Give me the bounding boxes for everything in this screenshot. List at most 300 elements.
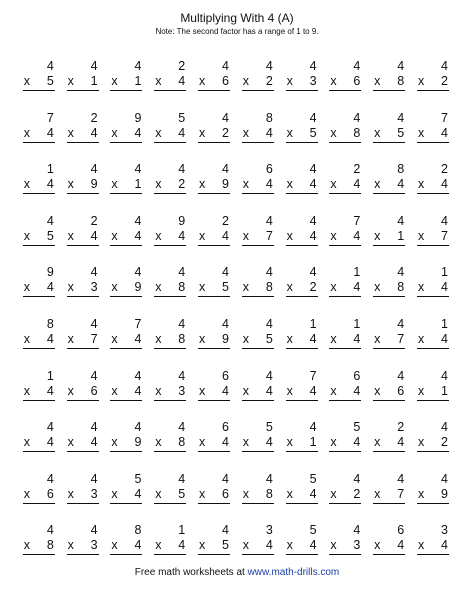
top-factor: 2: [178, 59, 186, 73]
bottom-factor: 4: [46, 383, 54, 398]
problem: [62, 111, 106, 163]
top-factor: 4: [134, 162, 142, 177]
top-factor: 4: [134, 420, 142, 435]
answer-line: [110, 451, 142, 452]
bottom-factor: 3: [178, 383, 186, 398]
multiply-sign: x: [417, 538, 425, 553]
answer-line: [23, 193, 55, 194]
answer-line: [373, 193, 405, 194]
bottom-factor: 4: [397, 538, 405, 553]
top-factor: 4: [353, 471, 361, 486]
bottom-factor: 3: [309, 74, 317, 88]
multiply-sign: x: [67, 538, 74, 553]
multiply-sign: x: [242, 331, 250, 346]
bottom-row: [374, 177, 404, 191]
multiply-sign: x: [155, 177, 162, 192]
problem: [106, 214, 150, 266]
bottom-factor: 7: [265, 228, 273, 243]
top-factor: 1: [46, 368, 54, 383]
answer-line: [417, 400, 449, 401]
bottom-row: [374, 538, 404, 552]
bottom-row: [287, 177, 317, 191]
bottom-factor: 4: [265, 538, 273, 553]
top-factor: 4: [397, 213, 405, 228]
problem: [149, 420, 193, 472]
bottom-factor: 8: [265, 486, 273, 501]
bottom-factor: 2: [265, 74, 273, 88]
top-factor: 4: [178, 420, 186, 435]
multiply-sign: x: [417, 435, 425, 450]
bottom-factor: 8: [265, 280, 273, 295]
bottom-row: [199, 332, 229, 346]
problem: [412, 472, 456, 524]
bottom-row: [243, 332, 273, 346]
multiply-sign: x: [198, 280, 206, 295]
multiply-sign: x: [155, 280, 162, 295]
problem: [193, 59, 237, 111]
answer-line: [329, 451, 361, 452]
bottom-row: [287, 229, 317, 243]
multiply-sign: x: [242, 228, 250, 243]
bottom-row: [243, 435, 273, 449]
answer-line: [286, 90, 318, 91]
top-factor: 9: [178, 213, 186, 228]
top-factor: 1: [178, 523, 186, 538]
top-factor: 1: [46, 162, 54, 177]
multiply-sign: x: [111, 177, 118, 192]
top-factor: 4: [134, 213, 142, 228]
bottom-factor: 7: [397, 331, 405, 346]
multiply-sign: x: [155, 538, 162, 553]
bottom-factor: 8: [178, 435, 186, 450]
top-factor: 6: [222, 368, 229, 383]
top-factor: 2: [90, 110, 98, 125]
problem: [18, 265, 62, 317]
bottom-factor: 2: [353, 486, 361, 501]
bottom-row: [68, 384, 98, 398]
top-factor: 4: [397, 265, 405, 280]
bottom-row: [155, 74, 185, 88]
problem: [325, 111, 369, 163]
bottom-factor: 4: [134, 125, 142, 140]
top-factor: 2: [353, 162, 361, 177]
problem: [18, 420, 62, 472]
multiply-sign: x: [23, 74, 31, 88]
multiply-sign: x: [374, 177, 381, 192]
bottom-factor: 4: [46, 125, 54, 140]
top-factor: 7: [353, 213, 361, 228]
bottom-factor: 4: [178, 538, 186, 553]
problem: [106, 265, 150, 317]
multiply-sign: x: [23, 435, 31, 450]
top-factor: 4: [90, 265, 98, 280]
bottom-row: [199, 435, 229, 449]
multiply-sign: x: [111, 538, 118, 553]
bottom-row: [111, 435, 141, 449]
top-factor: 6: [222, 420, 229, 435]
top-factor: 4: [90, 420, 98, 435]
multiply-sign: x: [330, 383, 337, 398]
multiply-sign: x: [286, 486, 293, 501]
top-factor: 4: [90, 368, 98, 383]
top-factor: 2: [397, 420, 405, 435]
bottom-row: [155, 538, 185, 552]
answer-line: [23, 296, 55, 297]
bottom-row: [24, 487, 54, 501]
answer-line: [286, 400, 318, 401]
problem: [237, 111, 281, 163]
answer-line: [286, 142, 318, 143]
problem: [325, 162, 369, 214]
multiply-sign: x: [111, 280, 118, 295]
problem: [368, 317, 412, 369]
bottom-factor: 4: [309, 177, 317, 192]
multiply-sign: x: [67, 435, 74, 450]
multiply-sign: x: [23, 538, 31, 553]
bottom-row: [418, 435, 448, 449]
bottom-row: [68, 487, 98, 501]
bottom-row: [199, 74, 229, 88]
bottom-row: [111, 332, 141, 346]
multiply-sign: x: [330, 125, 337, 140]
answer-line: [23, 348, 55, 349]
answer-line: [154, 193, 186, 194]
answer-line: [242, 400, 274, 401]
multiply-sign: x: [67, 383, 74, 398]
problem: [106, 317, 150, 369]
top-factor: 4: [222, 162, 229, 177]
bottom-factor: 7: [441, 228, 448, 243]
bottom-row: [287, 435, 317, 449]
bottom-row: [330, 538, 360, 552]
problem: [368, 369, 412, 421]
answer-line: [110, 296, 142, 297]
answer-line: [242, 348, 274, 349]
multiply-sign: x: [374, 74, 381, 88]
multiply-sign: x: [330, 280, 337, 295]
answer-line: [198, 296, 230, 297]
top-factor: 7: [441, 110, 448, 125]
bottom-factor: 9: [441, 486, 448, 501]
bottom-row: [418, 177, 448, 191]
problem: [281, 472, 325, 524]
top-factor: 2: [441, 162, 448, 177]
problem: [368, 59, 412, 111]
bottom-factor: 4: [441, 280, 448, 295]
problem: [281, 420, 325, 472]
top-factor: 4: [265, 59, 273, 73]
bottom-row: [68, 74, 98, 88]
problem: [149, 317, 193, 369]
multiply-sign: x: [198, 74, 206, 88]
multiply-sign: x: [111, 125, 118, 140]
multiply-sign: x: [198, 383, 206, 398]
bottom-row: [330, 332, 360, 346]
bottom-row: [155, 487, 185, 501]
bottom-factor: 4: [441, 331, 448, 346]
problem: [18, 472, 62, 524]
problem: [106, 420, 150, 472]
multiply-sign: x: [286, 435, 293, 450]
problem: [281, 59, 325, 111]
bottom-row: [24, 435, 54, 449]
answer-line: [198, 451, 230, 452]
multiply-sign: x: [242, 125, 250, 140]
problem: [325, 420, 369, 472]
bottom-factor: 4: [397, 177, 405, 192]
problem: [237, 59, 281, 111]
answer-line: [373, 142, 405, 143]
answer-line: [198, 554, 230, 555]
bottom-factor: 5: [46, 228, 54, 243]
bottom-factor: 9: [134, 280, 142, 295]
multiply-sign: x: [330, 177, 337, 192]
bottom-factor: 4: [441, 125, 448, 140]
top-factor: 7: [309, 368, 317, 383]
bottom-factor: 4: [265, 125, 273, 140]
answer-line: [329, 245, 361, 246]
problem: [193, 472, 237, 524]
answer-line: [110, 245, 142, 246]
answer-line: [286, 296, 318, 297]
bottom-factor: 5: [309, 125, 317, 140]
bottom-factor: 7: [397, 486, 405, 501]
problem: [237, 317, 281, 369]
problem: [325, 214, 369, 266]
bottom-factor: 1: [134, 177, 142, 192]
bottom-row: [418, 332, 448, 346]
bottom-row: [111, 74, 141, 88]
multiply-sign: x: [111, 435, 118, 450]
top-factor: 4: [309, 265, 317, 280]
multiply-sign: x: [67, 331, 74, 346]
top-factor: 6: [265, 162, 273, 177]
problem: [193, 265, 237, 317]
top-factor: 4: [309, 162, 317, 177]
top-factor: 4: [441, 59, 448, 73]
answer-line: [67, 90, 99, 91]
multiply-sign: x: [286, 383, 293, 398]
top-factor: 4: [134, 265, 142, 280]
multiply-sign: x: [374, 486, 381, 501]
bottom-row: [199, 126, 229, 140]
answer-line: [329, 400, 361, 401]
answer-line: [242, 503, 274, 504]
answer-line: [242, 245, 274, 246]
bottom-factor: 4: [90, 435, 98, 450]
bottom-factor: 8: [178, 280, 186, 295]
bottom-factor: 3: [90, 280, 98, 295]
answer-line: [329, 554, 361, 555]
bottom-factor: 1: [309, 435, 317, 450]
bottom-factor: 2: [441, 435, 448, 450]
top-factor: 4: [134, 59, 142, 73]
multiply-sign: x: [242, 383, 250, 398]
top-factor: 3: [441, 523, 448, 538]
answer-line: [286, 193, 318, 194]
multiply-sign: x: [417, 280, 425, 295]
bottom-row: [418, 74, 448, 88]
answer-line: [67, 296, 99, 297]
bottom-row: [24, 74, 54, 88]
bottom-row: [24, 280, 54, 294]
answer-line: [417, 142, 449, 143]
bottom-row: [111, 487, 141, 501]
problem: [62, 472, 106, 524]
problem: [237, 420, 281, 472]
problem: [412, 265, 456, 317]
multiply-sign: x: [330, 228, 337, 243]
bottom-factor: 3: [353, 538, 361, 553]
bottom-factor: 4: [353, 331, 361, 346]
problem: [149, 265, 193, 317]
answer-line: [373, 400, 405, 401]
bottom-row: [243, 487, 273, 501]
bottom-row: [374, 487, 404, 501]
multiply-sign: x: [374, 280, 381, 295]
answer-line: [417, 296, 449, 297]
multiply-sign: x: [417, 331, 425, 346]
answer-line: [67, 142, 99, 143]
answer-line: [67, 554, 99, 555]
bottom-factor: 4: [46, 177, 54, 192]
bottom-row: [374, 126, 404, 140]
problem: [62, 369, 106, 421]
bottom-row: [243, 384, 273, 398]
bottom-factor: 4: [134, 486, 142, 501]
multiply-sign: x: [286, 74, 293, 88]
bottom-factor: 5: [178, 486, 186, 501]
problem: [193, 369, 237, 421]
bottom-factor: 6: [222, 486, 229, 501]
bottom-row: [374, 384, 404, 398]
problem: [18, 59, 62, 111]
multiply-sign: x: [155, 435, 162, 450]
problem: [412, 162, 456, 214]
answer-line: [286, 503, 318, 504]
bottom-factor: 6: [46, 486, 54, 501]
bottom-factor: 4: [90, 125, 98, 140]
problem: [368, 162, 412, 214]
bottom-factor: 4: [265, 177, 273, 192]
top-factor: 4: [441, 368, 448, 383]
multiply-sign: x: [23, 125, 31, 140]
multiply-sign: x: [374, 435, 381, 450]
bottom-factor: 4: [309, 538, 317, 553]
bottom-row: [287, 538, 317, 552]
bottom-factor: 8: [178, 331, 186, 346]
bottom-factor: 4: [134, 331, 142, 346]
bottom-factor: 4: [353, 435, 361, 450]
footer-link[interactable]: www.math-drills.com: [247, 567, 340, 578]
answer-line: [373, 348, 405, 349]
answer-line: [198, 142, 230, 143]
multiply-sign: x: [330, 486, 337, 501]
bottom-factor: 4: [441, 538, 448, 553]
top-factor: 8: [46, 316, 54, 331]
bottom-row: [330, 435, 360, 449]
answer-line: [110, 142, 142, 143]
bottom-factor: 9: [222, 177, 229, 192]
multiply-sign: x: [23, 383, 31, 398]
problem: [106, 369, 150, 421]
problem: [325, 317, 369, 369]
bottom-row: [155, 332, 185, 346]
answer-line: [23, 90, 55, 91]
bottom-factor: 4: [309, 486, 317, 501]
bottom-factor: 4: [46, 435, 54, 450]
multiply-sign: x: [198, 177, 206, 192]
answer-line: [110, 348, 142, 349]
answer-line: [373, 90, 405, 91]
answer-line: [23, 400, 55, 401]
answer-line: [154, 554, 186, 555]
top-factor: 3: [265, 523, 273, 538]
bottom-factor: 6: [90, 383, 98, 398]
answer-line: [242, 193, 274, 194]
multiply-sign: x: [286, 228, 293, 243]
answer-line: [329, 296, 361, 297]
answer-line: [417, 503, 449, 504]
problem: [237, 265, 281, 317]
top-factor: 6: [353, 368, 361, 383]
answer-line: [417, 451, 449, 452]
problem: [237, 162, 281, 214]
bottom-factor: 8: [46, 538, 54, 553]
bottom-row: [418, 280, 448, 294]
multiply-sign: x: [155, 331, 162, 346]
bottom-factor: 4: [222, 383, 229, 398]
answer-line: [329, 348, 361, 349]
multiply-sign: x: [242, 538, 250, 553]
bottom-row: [330, 229, 360, 243]
multiply-sign: x: [67, 125, 74, 140]
top-factor: 4: [178, 265, 186, 280]
problem: [18, 111, 62, 163]
multiply-sign: x: [155, 125, 162, 140]
bottom-row: [287, 74, 317, 88]
answer-line: [198, 90, 230, 91]
answer-line: [23, 142, 55, 143]
bottom-row: [68, 177, 98, 191]
answer-line: [373, 296, 405, 297]
top-factor: 8: [397, 162, 405, 177]
multiply-sign: x: [286, 331, 293, 346]
multiply-sign: x: [23, 280, 31, 295]
bottom-row: [330, 177, 360, 191]
problem: [325, 472, 369, 524]
bottom-row: [155, 177, 185, 191]
bottom-factor: 1: [397, 228, 405, 243]
answer-line: [242, 90, 274, 91]
answer-line: [198, 193, 230, 194]
problem: [412, 420, 456, 472]
problem: [368, 472, 412, 524]
bottom-row: [155, 280, 185, 294]
multiply-sign: x: [330, 331, 337, 346]
problem: [149, 162, 193, 214]
bottom-row: [418, 126, 448, 140]
bottom-row: [68, 229, 98, 243]
bottom-factor: 4: [46, 331, 54, 346]
multiply-sign: x: [198, 435, 206, 450]
bottom-row: [330, 487, 360, 501]
multiply-sign: x: [417, 383, 425, 398]
bottom-factor: 2: [441, 74, 448, 88]
top-factor: 4: [397, 471, 405, 486]
problem: [106, 59, 150, 111]
answer-line: [242, 451, 274, 452]
